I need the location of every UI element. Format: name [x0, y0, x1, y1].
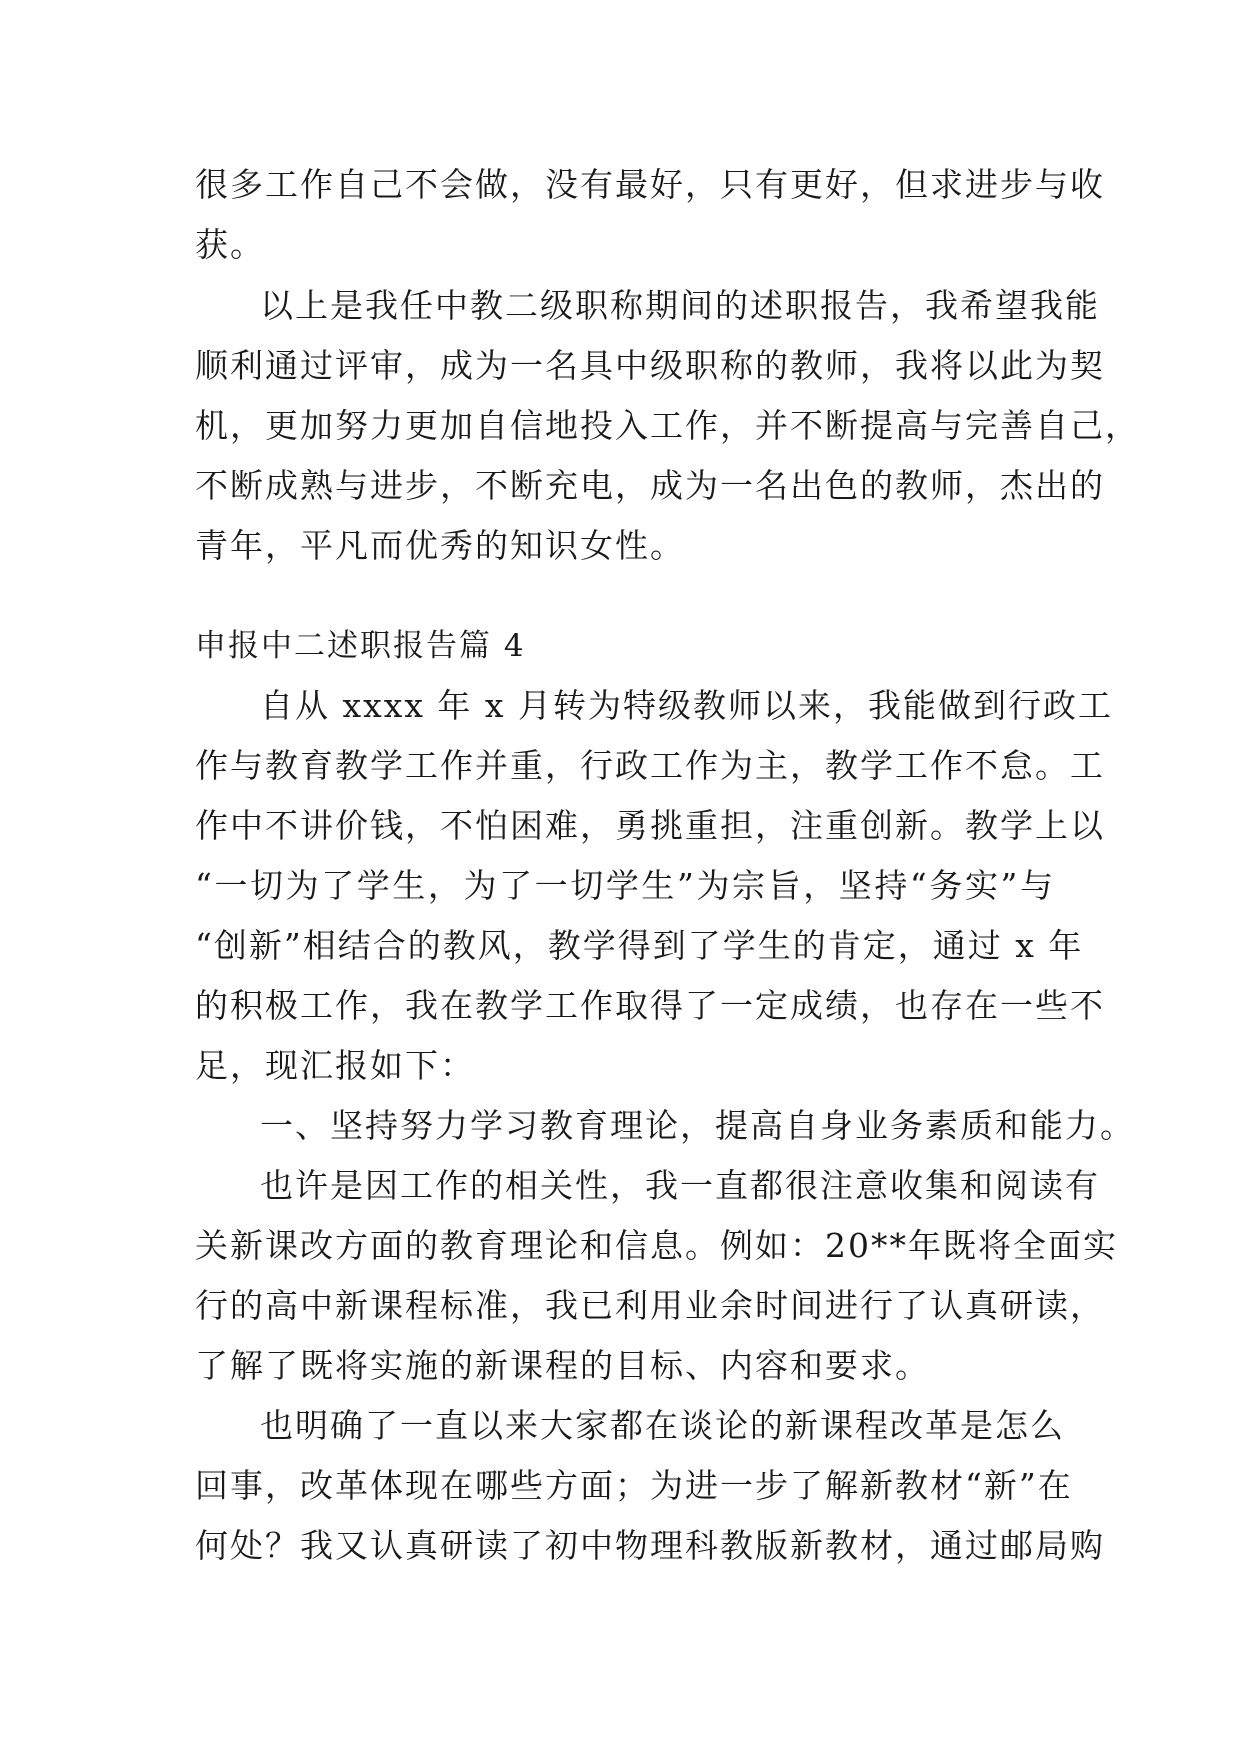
text-line: 作中不讲价钱，不怕困难，勇挑重担，注重创新。教学上以: [195, 806, 1105, 845]
text-line: 作与教育教学工作并重，行政工作为主，教学工作不怠。工: [195, 746, 1105, 785]
text-line: 了解了既将实施的新课程的目标、内容和要求。: [195, 1346, 930, 1385]
text-line: 获。: [195, 225, 265, 264]
text-line: 机，更加努力更加自信地投入工作，并不断提高与完善自己，: [195, 406, 1140, 445]
text-line: 不断成熟与进步，不断充电，成为一名出色的教师，杰出的: [195, 466, 1105, 505]
paragraph-start-line: 自从 xxxx 年 x 月转为特级教师以来，我能做到行政工: [260, 686, 1114, 725]
text-line: 顺利通过评审，成为一名具中级职称的教师，我将以此为契: [195, 346, 1105, 385]
text-line: 青年，平凡而优秀的知识女性。: [195, 526, 685, 565]
list-heading: 一、坚持努力学习教育理论，提高自身业务素质和能力。: [260, 1106, 1135, 1145]
text-line: 关新课改方面的教育理论和信息。例如：20**年既将全面实: [195, 1226, 1118, 1265]
paragraph-start-line: 也明确了一直以来大家都在谈论的新课程改革是怎么: [260, 1406, 1065, 1445]
text-line: 足，现汇报如下：: [195, 1046, 475, 1085]
text-line: “一切为了学生，为了一切学生”为宗旨，坚持“务实”与: [195, 866, 1055, 905]
text-line: 回事，改革体现在哪些方面；为进一步了解新教材“新”在: [195, 1466, 1073, 1505]
text-line: 行的高中新课程标准，我已利用业余时间进行了认真研读，: [195, 1286, 1105, 1325]
paragraph-start-line: 以上是我任中教二级职称期间的述职报告，我希望我能: [260, 286, 1100, 325]
text-line: 何处？我又认真研读了初中物理科教版新教材，通过邮局购: [195, 1526, 1105, 1565]
text-line: 的积极工作，我在教学工作取得了一定成绩，也存在一些不: [195, 986, 1105, 1025]
text-line: “创新”相结合的教风，教学得到了学生的肯定，通过 x 年: [195, 926, 1084, 965]
paragraph-start-line: 也许是因工作的相关性，我一直都很注意收集和阅读有: [260, 1166, 1100, 1205]
text-line: 很多工作自己不会做，没有最好，只有更好，但求进步与收: [195, 165, 1105, 204]
section-heading: 申报中二述职报告篇 4: [195, 628, 526, 664]
